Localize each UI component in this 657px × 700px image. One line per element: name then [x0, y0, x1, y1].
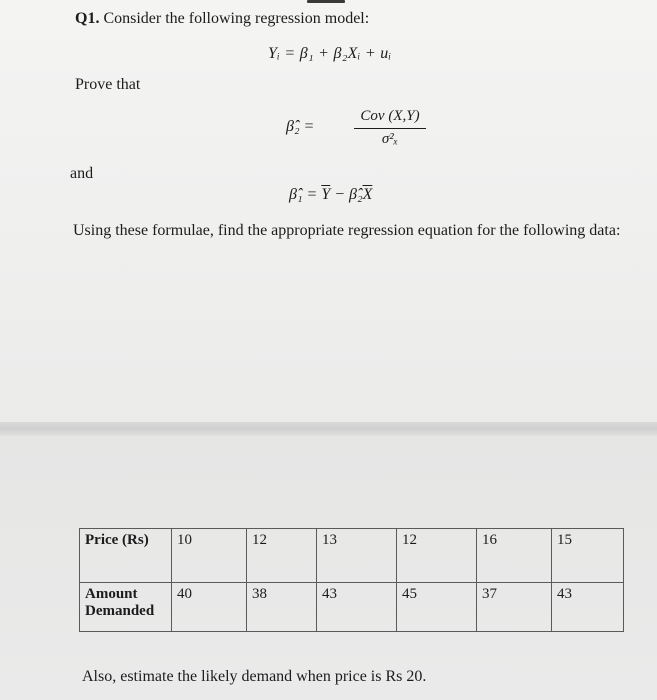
price-cell: 13 [317, 529, 397, 583]
beta2-denominator: σ²ₓ [381, 131, 399, 148]
beta2-numerator: Cov (X,Y) [360, 108, 420, 124]
followup-text: Also, estimate the likely demand when price is Rs 20. [82, 668, 427, 685]
beta1-lhs: β̂₁ = [289, 186, 322, 203]
amount-cell: 45 [397, 583, 477, 632]
price-cell: 15 [552, 529, 624, 583]
fraction-bar [354, 128, 426, 129]
price-cell: 12 [397, 529, 477, 583]
model-equation: Yᵢ = β₁ + β₂Xᵢ + uᵢ [268, 45, 392, 62]
paper-mark [307, 0, 345, 3]
amount-cell: 40 [172, 583, 247, 632]
and-label: and [70, 165, 94, 182]
amount-cell: 38 [247, 583, 317, 632]
page-fold [0, 422, 657, 436]
price-cell: 10 [172, 529, 247, 583]
amount-header: Amount Demanded [80, 583, 172, 632]
question-title [75, 10, 369, 28]
price-cell: 12 [247, 529, 317, 583]
question-text: Consider the following regression model: [103, 10, 370, 27]
table-row-amount [80, 583, 624, 632]
question-number: Q1. [75, 10, 100, 27]
data-table [79, 528, 624, 632]
price-cell: 16 [477, 529, 552, 583]
prove-label: Prove that [75, 76, 141, 93]
beta1-xbar: $\overline{X}$ [362, 186, 373, 203]
table-row-price [80, 529, 624, 583]
beta1-formula [289, 186, 372, 204]
price-header: Price (Rs) [80, 529, 172, 583]
amount-cell: 43 [552, 583, 624, 632]
amount-cell: 43 [317, 583, 397, 632]
instruction-text: Using these formulae, find the appropriate regression equation for the following data: [73, 222, 621, 239]
amount-cell: 37 [477, 583, 552, 632]
beta1-ybar: $\overline{Y}$ [321, 186, 331, 203]
beta2-fraction [354, 108, 426, 148]
beta1-mid: − β̂₂ [330, 186, 363, 203]
beta2-lhs: β̂₂ = [286, 118, 315, 135]
